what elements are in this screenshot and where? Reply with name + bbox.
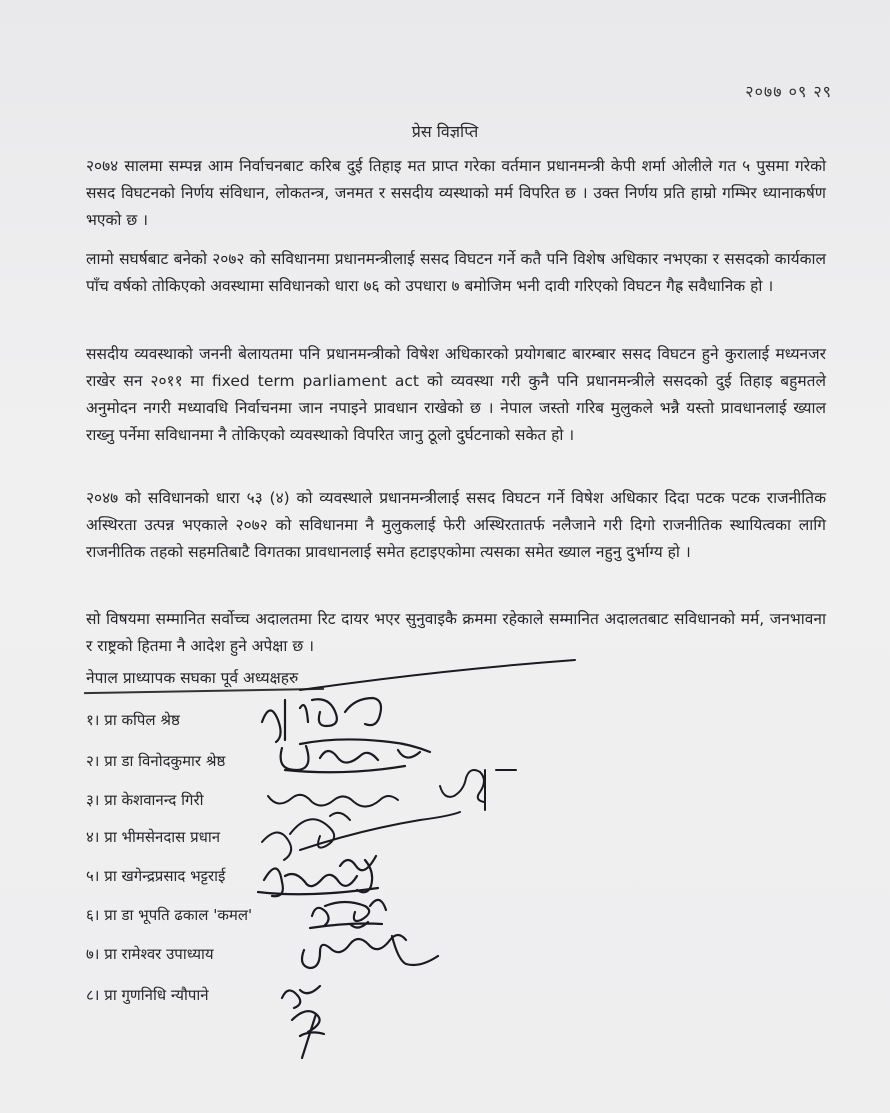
signatory-number: ८।: [86, 986, 100, 1004]
signatories-heading: नेपाल प्राध्यापक सघका पूर्व अध्यक्षहरु: [86, 669, 299, 687]
signature-3: [268, 770, 516, 810]
signature-6: [310, 900, 386, 928]
signature-stroke-top: [300, 660, 575, 690]
signatory-number: ७।: [86, 945, 100, 963]
paragraph-5: सो विषयमा सम्मानित सर्वोच्च अदालतमा रिट दायर भएर सुनुवाइकै क्रममा रहेकाले सम्मानित अदालतबाट सविधानको मर्म, जनभावना र राष्ट्रको हितमा नै आदेश हुने अपेक्षा छ ।: [86, 610, 826, 655]
signatory-name: प्रा डा भूपति ढकाल 'कमल': [104, 906, 253, 924]
signature-1: [262, 698, 381, 742]
signatory-number: १।: [86, 711, 100, 729]
signatory-number: ४।: [86, 828, 100, 846]
signature-2: [281, 739, 430, 772]
paragraph-3: ससदीय व्यवस्थाको जननी बेलायतमा पनि प्रधानमन्त्रीको विषेश अधिकारको प्रयोगबाट बारम्बार ससद विघटन हुने कुरालाई मध्यनजर राखेर सन २०११ मा fixed term parliament act को व्यवस्था गरी कुनै पनि प्रधानमन्त्रीले ससदको दुई तिहाइ बहुमतले अनुमोदन नगरी मध्यावधि निर्वाचनमा जान नपाइने प्रावधान राखेको छ । नेपाल जस्तो गरिब मुलुकले भन्नै यस्तो प्रावधानलाई ख्याल राख्नु पर्नेमा सविधानमा नै तोकिएको व्यवस्थाको विपरित जानु ठूलो दुर्घटनाको सकेत हो ।: [86, 345, 826, 444]
paragraph-2: लामो सघर्षबाट बनेको २०७२ को सविधानमा प्रधानमन्त्रीलाई ससद विघटन गर्ने कतै पनि विशेष अधिकार नभएका र ससदको कार्यकाल पाँच वर्षको तोकिएको अवस्थामा सविधानको धारा ७६ को उपधारा ७ बमोजिम भनी दावी गरिएको विघटन गैह्र सवैधानिक हो ।: [86, 250, 826, 295]
signatory-number: ५।: [86, 867, 100, 885]
signature-5: [258, 856, 378, 896]
signature-7: [302, 935, 438, 968]
paragraph-1: २०७४ सालमा सम्पन्न आम निर्वाचनबाट करिब दुई तिहाइ मत प्राप्त गरेका वर्तमान प्रधानमन्त्री केपी शर्मा ओलीले गत ५ पुसमा गरेको ससद विघटनको निर्णय संविधान, लोकतन्त्र, जनमत र ससदीय व्यस्थाको मर्म विपरित छ । उक्त निर्णय प्रति हाम्रो गम्भिर ध्यानाकर्षण भएको छ ।: [86, 157, 826, 229]
document-date: २०७७ ०९ २९: [745, 82, 832, 101]
signature-4: [262, 812, 460, 860]
signatory-name: प्रा केशवानन्द गिरी: [104, 791, 204, 809]
signatory-number: ६।: [86, 906, 100, 924]
signatory-name: प्रा कपिल श्रेष्ठ: [104, 711, 180, 729]
signatory-name: प्रा रामेश्वर उपाध्याय: [104, 945, 214, 963]
signatory-name: प्रा भीमसेनदास प्रधान: [104, 828, 221, 846]
paragraph-4: २०४७ को सविधानको धारा ५३ (४) को व्यवस्थाले प्रधानमन्त्रीलाई ससद विघटन गर्ने विषेश अधिकार दिदा पटक पटक राजनीतिक अस्थिरता उत्पन्न भएकाले २०७२ को सविधानमा नै मुलुकलाई फेरी अस्थिरतातर्फ नलैजाने गरी दिगो राजनीतिक स्थायित्वका लागि राजनीतिक तहको सहमतिबाटै विगतका प्रावधानलाई समेत हटाइएकोमा त्यसका समेत ख्याल नहुनु दुर्भाग्य हो ।: [86, 489, 826, 561]
signatory-name: प्रा खगेन्द्रप्रसाद भट्टराई: [104, 867, 226, 885]
signatory-number: ३।: [86, 791, 100, 809]
signatory-name: प्रा डा विनोदकुमार श्रेष्ठ: [104, 752, 226, 770]
signatory-name: प्रा गुणनिधि न्यौपाने: [104, 986, 209, 1004]
document-title: प्रेस विज्ञप्ति: [411, 122, 479, 141]
signature-8: [282, 986, 324, 1058]
signatory-number: २।: [86, 752, 100, 770]
